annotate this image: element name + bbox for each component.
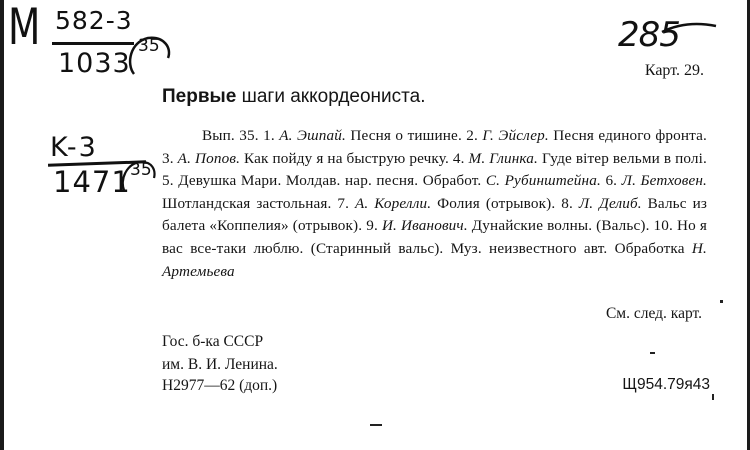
handwritten-left-circle-mark bbox=[118, 158, 158, 194]
text-segment: 6. bbox=[600, 172, 622, 190]
author: С. Рубинштейна. bbox=[485, 172, 601, 190]
text-segment: Как пойду я на быструю речку. 4. bbox=[240, 149, 469, 167]
handwritten-left-denominator: 1471 bbox=[53, 165, 131, 199]
author: И. Иванович. bbox=[381, 217, 468, 235]
text-segment: Шотландская застольная. 7. bbox=[162, 194, 355, 212]
scan-speck bbox=[712, 394, 714, 400]
card-title-rest: шаги аккордеониста. bbox=[241, 86, 426, 107]
text-segment: Песня единого фронта. 3. bbox=[162, 127, 707, 167]
author: Г. Эйслер. bbox=[482, 127, 549, 144]
author: Н. Артемьева bbox=[162, 239, 707, 280]
handwritten-circle-mark bbox=[124, 34, 174, 78]
author: А. Эшпай. bbox=[279, 127, 346, 144]
text-segment: Вальс из балета «Коппелия» (отрывок). 9. bbox=[162, 194, 707, 235]
author: М. Глинка. bbox=[468, 149, 538, 167]
author: Л. Бетховен. bbox=[621, 172, 707, 190]
library-record-number: Н2977—62 (доп.) bbox=[162, 377, 278, 394]
library-dedication: им. В. И. Ленина. bbox=[162, 356, 278, 373]
text-segment: Гуде вітер вельми в полі. 5. Девушка Мари. Молдав. нар. песня. Обработ. bbox=[162, 149, 707, 190]
author: А. Попов. bbox=[177, 149, 241, 167]
handwritten-underline-stroke bbox=[660, 20, 720, 40]
scan-speck bbox=[720, 300, 723, 303]
shelf-mark: Щ954.79я43 bbox=[622, 376, 710, 393]
handwritten-left-superscript: 35 bbox=[130, 160, 152, 180]
text-segment: 1. bbox=[258, 127, 280, 144]
scan-speck bbox=[370, 424, 382, 426]
handwritten-letter-m: M bbox=[8, 0, 41, 56]
author: Л. Делиб. bbox=[578, 194, 642, 212]
card-title-bold: Первые bbox=[162, 86, 237, 107]
see-next-card: См. след. карт. bbox=[605, 305, 702, 322]
handwritten-card-number: 285 bbox=[618, 15, 680, 55]
library-name: Гос. б-ка СССР bbox=[162, 333, 264, 350]
handwritten-top-denominator: 1033 bbox=[58, 48, 131, 79]
handwritten-left-numerator: K-3 bbox=[50, 132, 98, 163]
issue-number: Вып. 35. bbox=[202, 127, 259, 144]
text-segment: Дунайские волны. (Вальс). 10. Но я вас все-таки люблю. (Старинный вальс). Муз. неизвестного авт. Обработка bbox=[162, 217, 707, 257]
scan-speck bbox=[650, 352, 655, 354]
handwritten-top-superscript: 35 bbox=[138, 36, 160, 56]
card-description bbox=[162, 125, 707, 283]
text-segment: Песня о тишине. 2. bbox=[345, 127, 483, 144]
handwritten-top-numerator: 582-3 bbox=[55, 6, 133, 35]
card-left-edge bbox=[0, 0, 4, 450]
card-label: Карт. 29. bbox=[644, 62, 704, 79]
handwritten-top-fraction-bar bbox=[52, 42, 134, 45]
author: А. Корелли. bbox=[354, 194, 432, 212]
text-segment: Фолия (отрывок). 8. bbox=[431, 194, 579, 212]
card-title bbox=[162, 86, 426, 108]
